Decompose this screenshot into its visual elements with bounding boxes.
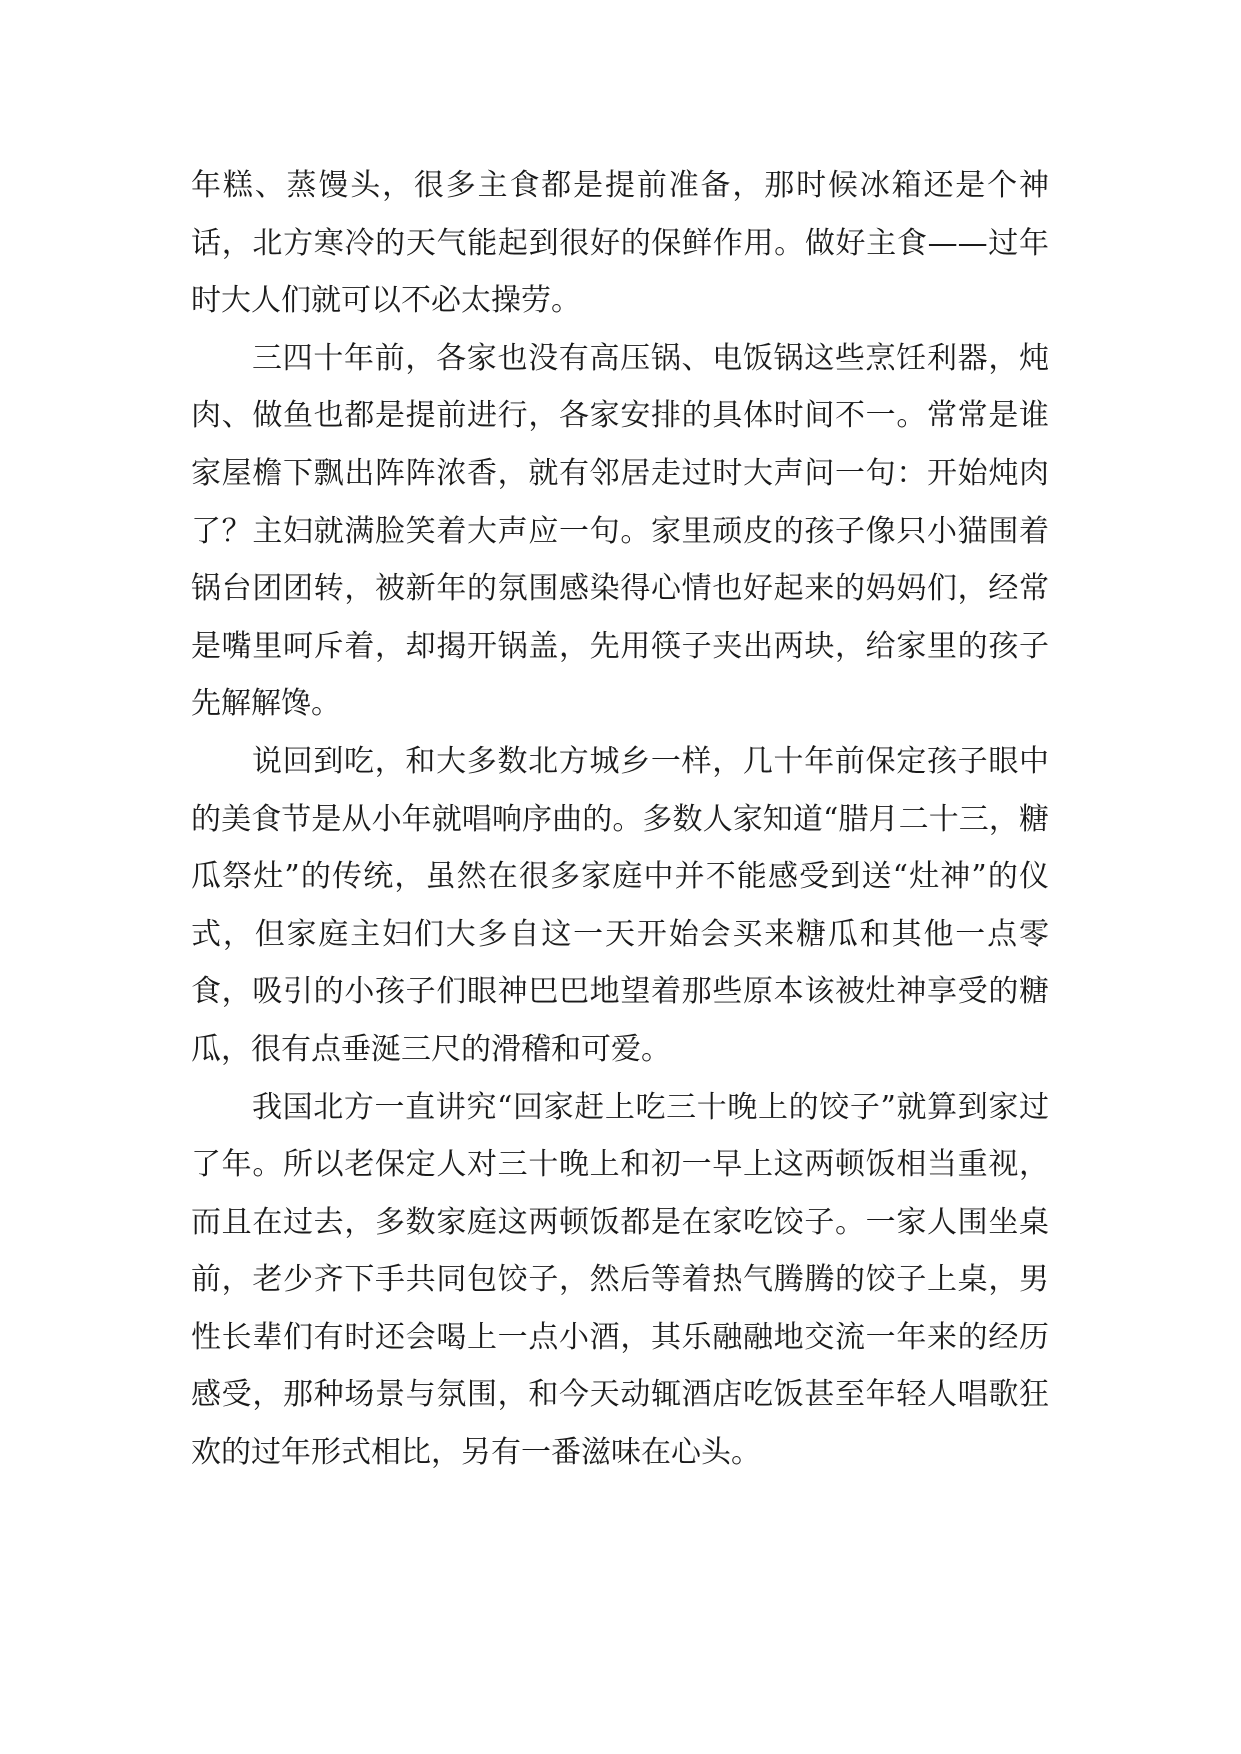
body-text (191, 157, 1049, 1482)
paragraph-continuation: 年糕、蒸馒头，很多主食都是提前准备，那时候冰箱还是个神话，北方寒冷的天气能起到很好的保鲜作用。做好主食——过年时大人们就可以不必太操劳。 (191, 168, 1049, 319)
paragraph-little-new-year: 说回到吃，和大多数北方城乡一样，几十年前保定孩子眼中的美食节是从小年就唱响序曲的。多数人家知道“腊月二十三，糖瓜祭灶”的传统，虽然在很多家庭中并不能感受到送“灶神”的仪式，但家庭主妇们大多自这一天开始会买来糖瓜和其他一点零食，吸引的小孩子们眼神巴巴地望着那些原本该被灶神享受的糖瓜，很有点垂涎三尺的滑稽和可爱。 (191, 743, 1049, 1067)
paragraph-cooking-prep: 三四十年前，各家也没有高压锅、电饭锅这些烹饪利器，炖肉、做鱼也都是提前进行，各家安排的具体时间不一。常常是谁家屋檐下飘出阵阵浓香，就有邻居走过时大声问一句：开始炖肉了？主妇就满脸笑着大声应一句。家里顽皮的孩子像只小猫围着锅台团团转，被新年的氛围感染得心情也好起来的妈妈们，经常是嘴里呵斥着，却揭开锅盖，先用筷子夹出两块，给家里的孩子先解解馋。 (191, 340, 1049, 722)
paragraph-dumplings: 我国北方一直讲究“回家赶上吃三十晚上的饺子”就算到家过了年。所以老保定人对三十晚上和初一早上这两顿饭相当重视，而且在过去，多数家庭这两顿饭都是在家吃饺子。一家人围坐桌前，老少齐下手共同包饺子，然后等着热气腾腾的饺子上桌，男性长辈们有时还会喝上一点小酒，其乐融融地交流一年来的经历感受，那种场景与氛围，和今天动辄酒店吃饭甚至年轻人唱歌狂欢的过年形式相比，另有一番滋味在心头。 (191, 1089, 1049, 1471)
